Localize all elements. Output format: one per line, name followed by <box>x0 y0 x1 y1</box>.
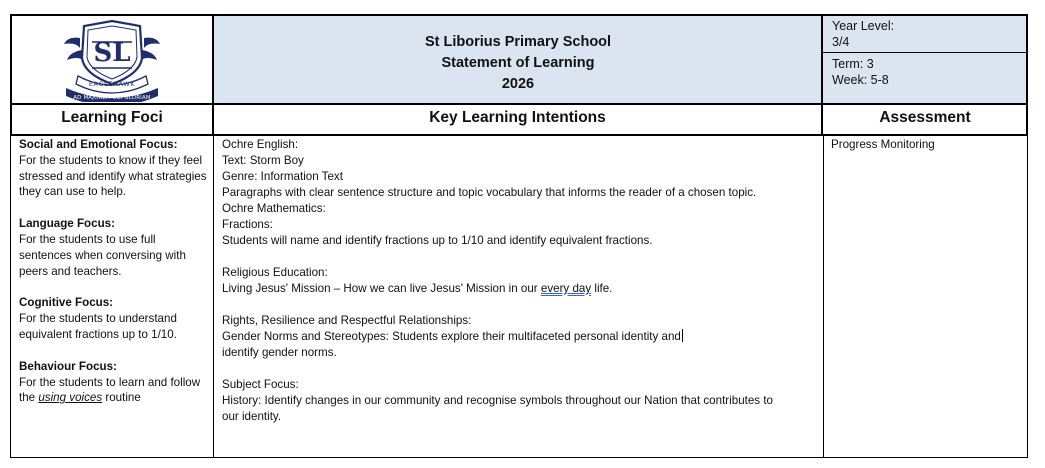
rrrr-line-1-text: Gender Norms and Stereotypes: Students explore their multifaceted personal identity and <box>222 330 681 343</box>
language-focus-heading: Language Focus: <box>19 217 115 231</box>
behaviour-focus-text <box>19 375 209 407</box>
school-logo <box>62 18 162 102</box>
subject-heading: Subject Focus: <box>222 378 299 391</box>
english-heading: Ochre English: <box>222 138 299 151</box>
column-heading-assessment: Assessment <box>879 109 971 126</box>
year-level-value: 3/4 <box>832 35 850 49</box>
cognitive-focus-text: For the students to understand equivalent fractions up to 1/10. <box>19 312 177 341</box>
column-heading-foci: Learning Foci <box>61 109 163 126</box>
week-label: Week: 5-8 <box>832 73 889 87</box>
term-week-block <box>832 56 889 88</box>
social-focus-heading: Social and Emotional Focus: <box>19 138 178 151</box>
maths-heading: Ochre Mathematics: <box>222 202 326 215</box>
text-cursor <box>682 329 684 342</box>
document-year: 2026 <box>501 76 535 92</box>
rrrr-line-2: identify gender norms. <box>222 346 337 359</box>
logo-monogram: SL <box>93 38 131 68</box>
rrrr-heading: Rights, Resilience and Respectful Relationships: <box>222 314 472 327</box>
learning-foci-content <box>19 137 209 406</box>
body-bottom-border <box>10 457 1028 458</box>
logo-motto: AD MAJOREM DEI GLORIAM <box>73 95 151 101</box>
year-level-block <box>832 18 894 50</box>
re-text-before: Living Jesus' Mission – How we can live Jesus' Mission in our <box>222 282 541 295</box>
genre-line: Genre: Information Text <box>222 170 343 183</box>
document-title: Statement of Learning <box>441 55 595 71</box>
body-divider-2 <box>823 136 824 457</box>
body-left-border <box>10 136 11 457</box>
behaviour-focus-heading: Behaviour Focus: <box>19 359 117 373</box>
behaviour-text-before: For the students to learn and follow the <box>19 375 201 405</box>
using-voices-link[interactable]: using voices <box>38 391 103 405</box>
school-name: St Liborius Primary School <box>424 34 612 50</box>
text-line: Text: Storm Boy <box>222 154 304 167</box>
body-divider-1 <box>213 136 214 457</box>
cognitive-focus-heading: Cognitive Focus: <box>19 296 114 310</box>
re-text-after: life. <box>591 282 613 295</box>
rrrr-line-1 <box>222 329 817 345</box>
header-divider <box>10 103 1028 105</box>
every-day-text[interactable]: every day <box>540 282 592 295</box>
column-heading-intentions: Key Learning Intentions <box>429 109 606 126</box>
fractions-detail: Students will name and identify fractions up to 1/10 and identify equivalent fractions. <box>222 234 653 247</box>
language-focus-text: For the students to use full sentences when conversing with peers and teachers. <box>19 232 186 278</box>
subject-line: History: Identify changes in our community and recognise symbols throughout our Nation that contributes to our identity. <box>222 394 773 423</box>
key-learning-intentions-content <box>222 137 817 425</box>
assessment-item: Progress Monitoring <box>831 138 935 151</box>
document-title-block <box>214 32 822 95</box>
paragraph-line: Paragraphs with clear sentence structure and topic vocabulary that informs the reader of a chosen topic. <box>222 186 757 199</box>
row-divider <box>822 52 1028 53</box>
logo-top-text: EAGLEHAWK <box>88 80 136 88</box>
assessment-content <box>831 137 935 153</box>
re-line <box>222 281 817 297</box>
re-heading: Religious Education: <box>222 266 328 279</box>
term-label: Term: 3 <box>832 57 874 71</box>
social-focus-text: For the students to know if they feel stressed and identify what strategies they can use to help. <box>19 153 207 199</box>
year-level-label: Year Level: <box>832 19 895 33</box>
behaviour-text-after: routine <box>102 391 141 405</box>
fractions-line: Fractions: <box>222 218 273 231</box>
body-right-border <box>1027 136 1028 457</box>
